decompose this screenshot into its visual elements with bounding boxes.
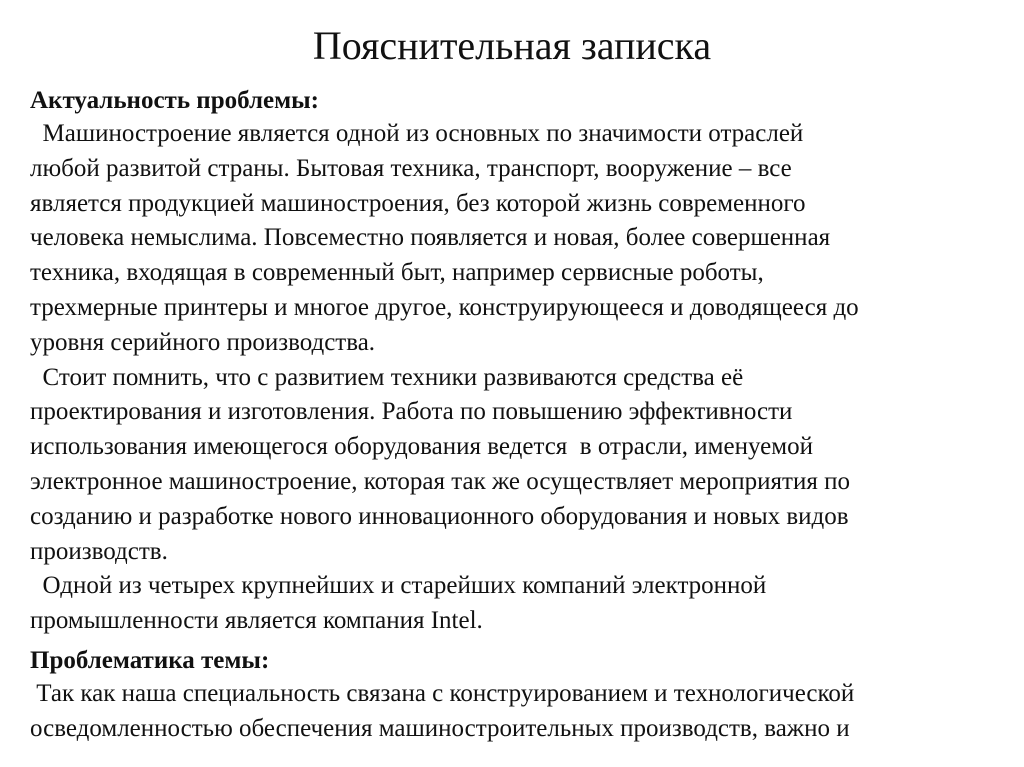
- text-line: трехмерные принтеры и многое другое, конструирующееся и доводящееся до: [30, 293, 859, 321]
- text-line: осведомленностью обеспечения машиностроительных производств, важно и: [30, 714, 850, 742]
- section-body-relevance: [30, 117, 1000, 639]
- text-line: является продукцией машиностроения, без которой жизнь современного: [30, 189, 806, 217]
- slide-title: Пояснительная записка: [312, 23, 712, 68]
- section-body-problem: [30, 677, 1000, 747]
- text-line: техника, входящая в современный быт, например сервисные роботы,: [30, 259, 764, 287]
- text-line: Одной из четырех крупнейших и старейших компаний электронной: [30, 572, 767, 600]
- text-line: созданию и разработке нового инновационного оборудования и новых видов: [30, 502, 849, 530]
- text-line: производств.: [30, 537, 168, 565]
- text-line: использования имеющегося оборудования ведется в отрасли, именуемой: [30, 433, 813, 461]
- text-line: Машиностроение является одной из основных по значимости отраслей: [30, 120, 804, 147]
- text-line: уровня серийного производства.: [30, 328, 376, 356]
- text-line: проектирования и изготовления. Работа по повышению эффективности: [30, 398, 793, 426]
- text-line: Стоит помнить, что с развитием техники развиваются средства её: [30, 363, 744, 391]
- section-heading-relevance: Актуальность проблемы:: [30, 87, 319, 114]
- text-line: Так как наша специальность связана с конструированием и технологической: [30, 679, 855, 707]
- text-line: человека немыслима. Повсеместно появляется и новая, более совершенная: [30, 224, 831, 252]
- slide-content: [30, 85, 1000, 747]
- section-heading-problem: Проблематика темы:: [30, 646, 270, 674]
- text-line: электронное машиностроение, которая так же осуществляет мероприятия по: [30, 467, 850, 495]
- text-line: промышленности является компания Intel.: [30, 607, 483, 635]
- text-line: любой развитой страны. Бытовая техника, транспорт, вооружение – все: [30, 154, 792, 182]
